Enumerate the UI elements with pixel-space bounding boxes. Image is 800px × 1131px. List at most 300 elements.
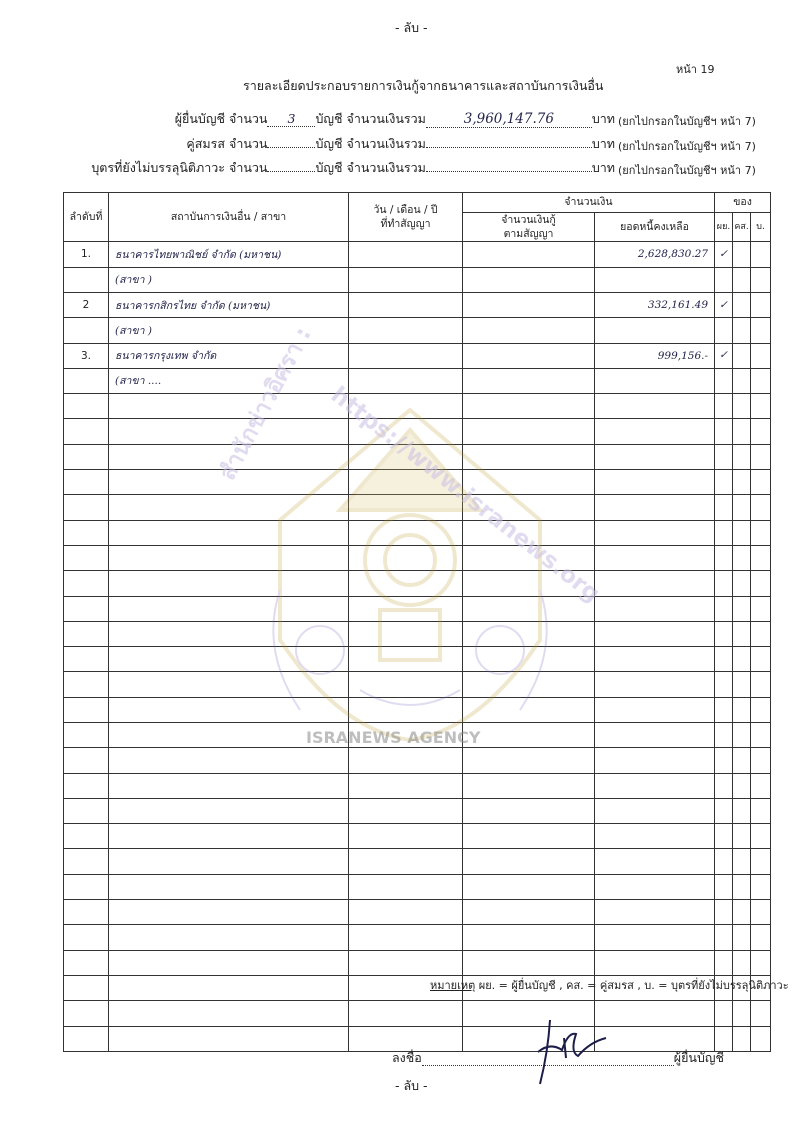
page-number: หน้า 19: [676, 63, 715, 76]
spouse-check-cell: [733, 773, 751, 798]
spouse-check-cell: [733, 545, 751, 570]
summary-note: (ยกไปกรอกในบัญชีฯ หน้า 7): [618, 164, 756, 177]
date-cell: [349, 672, 463, 697]
seq-cell: [64, 647, 109, 672]
balance-cell: 2,628,830.27: [595, 242, 715, 267]
seq-cell: [64, 849, 109, 874]
balance-cell: 999,156.-: [595, 343, 715, 368]
child-check-cell: [751, 368, 771, 393]
contract-amount-cell: [463, 798, 595, 823]
contract-amount-cell: [463, 242, 595, 267]
declarant-check-cell: [715, 849, 733, 874]
table-row: [64, 267, 771, 292]
declarant-check-cell: [715, 950, 733, 975]
declarant-check-cell: [715, 545, 733, 570]
spouse-check-cell: [733, 672, 751, 697]
date-cell: [349, 900, 463, 925]
seq-cell: [64, 495, 109, 520]
spouse-check-cell: [733, 621, 751, 646]
date-cell: [349, 419, 463, 444]
contract-amount-cell: [463, 900, 595, 925]
confidential-mark-top: - ลับ -: [395, 20, 428, 35]
balance-cell: [595, 849, 715, 874]
child-check-cell: [751, 925, 771, 950]
child-check-cell: [751, 520, 771, 545]
seq-cell: 3.: [64, 343, 109, 368]
seq-cell: [64, 672, 109, 697]
institution-cell: [109, 824, 349, 849]
spouse-check-cell: [733, 874, 751, 899]
institution-cell: [109, 697, 349, 722]
signature-label: ลงชื่อ: [392, 1050, 422, 1065]
declarant-check-cell: [715, 419, 733, 444]
table-row: [64, 495, 771, 520]
spouse-check-cell: [733, 900, 751, 925]
institution-cell: [109, 874, 349, 899]
baht-label: บาท: [591, 136, 616, 151]
table-row: [64, 596, 771, 621]
contract-amount-cell: [463, 722, 595, 747]
declarant-check-cell: [715, 318, 733, 343]
institution-cell: [109, 596, 349, 621]
institution-cell: (สาขา ): [109, 318, 349, 343]
spouse-check-cell: [733, 318, 751, 343]
institution-cell: [109, 495, 349, 520]
accounts-label: บัญชี จำนวนเงินรวม: [315, 136, 426, 151]
institution-cell: (สาขา ....: [109, 368, 349, 393]
institution-cell: [109, 900, 349, 925]
count-label: จำนวน: [229, 111, 268, 126]
child-check-cell: [751, 419, 771, 444]
contract-amount-cell: [463, 343, 595, 368]
seq-cell: [64, 267, 109, 292]
table-row: [64, 925, 771, 950]
institution-cell: [109, 748, 349, 773]
balance-cell: [595, 520, 715, 545]
child-check-cell: [751, 495, 771, 520]
balance-cell: [595, 394, 715, 419]
table-row: [64, 571, 771, 596]
seq-cell: [64, 621, 109, 646]
table-row: [64, 444, 771, 469]
spouse-check-cell: [733, 470, 751, 495]
declarant-check-cell: ✓: [715, 343, 733, 368]
declarant-check-cell: [715, 520, 733, 545]
institution-cell: [109, 1001, 349, 1026]
institution-cell: [109, 950, 349, 975]
declarant-check-cell: [715, 697, 733, 722]
declarant-check-cell: [715, 874, 733, 899]
contract-amount-cell: [463, 874, 595, 899]
institution-cell: [109, 520, 349, 545]
contract-amount-cell: [463, 621, 595, 646]
institution-cell: [109, 470, 349, 495]
accounts-label: บัญชี จำนวนเงินรวม: [315, 111, 426, 126]
declarant-check-cell: [715, 621, 733, 646]
declarant-check-cell: [715, 596, 733, 621]
spouse-check-cell: [733, 444, 751, 469]
institution-cell: (สาขา ): [109, 267, 349, 292]
child-check-cell: [751, 343, 771, 368]
seq-cell: [64, 1001, 109, 1026]
table-row: [64, 849, 771, 874]
contract-amount-cell: [463, 267, 595, 292]
spouse-check-cell: [733, 292, 751, 317]
date-cell: [349, 748, 463, 773]
child-check-cell: [751, 318, 771, 343]
contract-amount-cell: [463, 849, 595, 874]
footnote-text: ผย. = ผู้ยื่นบัญชี , คส. = คู่สมรส , บ. = บุตรที่ยังไม่บรรลุนิติภาวะ: [475, 979, 789, 992]
table-row: [64, 545, 771, 570]
table-row: [64, 242, 771, 267]
loan-table-body: [64, 242, 771, 1052]
seq-cell: [64, 394, 109, 419]
seq-cell: [64, 722, 109, 747]
balance-cell: [595, 267, 715, 292]
balance-cell: [595, 748, 715, 773]
balance-cell: [595, 900, 715, 925]
date-cell: [349, 267, 463, 292]
contract-header-line2: ตามสัญญา: [503, 228, 554, 241]
child-check-cell: [751, 773, 771, 798]
declarant-check-cell: [715, 748, 733, 773]
col-header-balance: ยอดหนี้คงเหลือ: [595, 213, 715, 242]
date-cell: [349, 925, 463, 950]
spouse-check-cell: [733, 748, 751, 773]
date-cell: [349, 722, 463, 747]
child-check-cell: [751, 444, 771, 469]
seq-cell: [64, 975, 109, 1000]
contract-amount-cell: [463, 520, 595, 545]
declarant-check-cell: [715, 925, 733, 950]
table-row: [64, 368, 771, 393]
institution-cell: ธนาคารกสิกรไทย จำกัด (มหาชน): [109, 292, 349, 317]
footnote: [430, 976, 789, 994]
seq-cell: [64, 773, 109, 798]
child-account-count: [267, 171, 315, 172]
declarant-check-cell: [715, 495, 733, 520]
table-row: [64, 292, 771, 317]
loan-table: [63, 192, 771, 1052]
institution-cell: [109, 925, 349, 950]
contract-amount-cell: [463, 545, 595, 570]
seq-cell: [64, 900, 109, 925]
institution-cell: [109, 773, 349, 798]
declarant-check-cell: ✓: [715, 242, 733, 267]
balance-cell: [595, 495, 715, 520]
institution-cell: [109, 722, 349, 747]
table-row: [64, 950, 771, 975]
count-label: จำนวน: [229, 136, 268, 151]
table-row: [64, 697, 771, 722]
signature-role: ผู้ยื่นบัญชี: [673, 1050, 725, 1065]
declarant-check-cell: [715, 267, 733, 292]
table-row: [64, 798, 771, 823]
table-row: [64, 900, 771, 925]
institution-cell: [109, 571, 349, 596]
table-row: [64, 672, 771, 697]
declarant-check-cell: [715, 647, 733, 672]
date-cell: [349, 545, 463, 570]
watermark-agency: ISRANEWS AGENCY: [306, 728, 481, 747]
table-row: [64, 722, 771, 747]
summary-declarant-label: ผู้ยื่นบัญชี: [174, 111, 225, 126]
date-cell: [349, 394, 463, 419]
table-row: [64, 748, 771, 773]
child-check-cell: [751, 672, 771, 697]
spouse-check-cell: [733, 1001, 751, 1026]
spouse-check-cell: [733, 571, 751, 596]
contract-amount-cell: [463, 292, 595, 317]
child-check-cell: [751, 242, 771, 267]
declarant-check-cell: [715, 900, 733, 925]
date-cell: [349, 950, 463, 975]
date-header-line2: ที่ทำสัญญา: [380, 218, 431, 231]
child-check-cell: [751, 292, 771, 317]
balance-cell: [595, 621, 715, 646]
date-cell: [349, 697, 463, 722]
date-cell: [349, 874, 463, 899]
declarant-check-cell: [715, 672, 733, 697]
date-cell: [349, 242, 463, 267]
baht-label: บาท: [591, 160, 616, 175]
child-check-cell: [751, 798, 771, 823]
spouse-check-cell: [733, 495, 751, 520]
seq-cell: [64, 748, 109, 773]
child-check-cell: [751, 697, 771, 722]
seq-cell: [64, 1026, 109, 1051]
contract-amount-cell: [463, 470, 595, 495]
baht-label: บาท: [591, 111, 616, 126]
balance-cell: [595, 571, 715, 596]
seq-cell: [64, 824, 109, 849]
spouse-check-cell: [733, 824, 751, 849]
institution-cell: [109, 394, 349, 419]
summary-spouse-label: คู่สมรส: [186, 136, 225, 151]
contract-amount-cell: [463, 647, 595, 672]
child-check-cell: [751, 267, 771, 292]
declarant-check-cell: [715, 798, 733, 823]
contract-header-line1: จำนวนเงินกู้: [501, 214, 556, 226]
spouse-account-count: [267, 147, 315, 148]
footnote-label: หมายเหตุ: [430, 979, 476, 992]
table-row: [64, 419, 771, 444]
spouse-check-cell: [733, 697, 751, 722]
contract-amount-cell: [463, 368, 595, 393]
balance-cell: [595, 1001, 715, 1026]
spouse-total-amount: [426, 147, 592, 148]
date-cell: [349, 495, 463, 520]
seq-cell: [64, 368, 109, 393]
table-row: [64, 318, 771, 343]
contract-amount-cell: [463, 697, 595, 722]
col-header-date: [349, 193, 463, 242]
declarant-check-cell: [715, 824, 733, 849]
seq-cell: [64, 571, 109, 596]
child-check-cell: [751, 470, 771, 495]
date-cell: [349, 621, 463, 646]
balance-cell: [595, 798, 715, 823]
date-cell: [349, 773, 463, 798]
count-label: จำนวน: [229, 160, 268, 175]
institution-cell: ธนาคารไทยพาณิชย์ จำกัด (มหาชน): [109, 242, 349, 267]
date-cell: [349, 292, 463, 317]
declarant-check-cell: [715, 773, 733, 798]
spouse-check-cell: [733, 267, 751, 292]
contract-amount-cell: [463, 748, 595, 773]
watermark-thai: สำนักข่าวอิศรา :: [214, 323, 317, 485]
col-header-amount-group: จำนวนเงิน: [463, 193, 715, 213]
balance-cell: [595, 647, 715, 672]
date-cell: [349, 470, 463, 495]
spouse-check-cell: [733, 849, 751, 874]
balance-cell: [595, 824, 715, 849]
declarant-check-cell: [715, 470, 733, 495]
date-cell: [349, 571, 463, 596]
declarant-check-cell: [715, 571, 733, 596]
table-row: [64, 647, 771, 672]
date-cell: [349, 824, 463, 849]
seq-cell: [64, 950, 109, 975]
declarant-check-cell: ✓: [715, 292, 733, 317]
contract-amount-cell: [463, 571, 595, 596]
spouse-check-cell: [733, 419, 751, 444]
child-check-cell: [751, 748, 771, 773]
declarant-total-amount: 3,960,147.76: [426, 111, 592, 128]
balance-cell: [595, 697, 715, 722]
institution-cell: [109, 798, 349, 823]
spouse-check-cell: [733, 647, 751, 672]
contract-amount-cell: [463, 394, 595, 419]
child-check-cell: [751, 874, 771, 899]
col-header-spouse: คส.: [733, 213, 751, 242]
child-check-cell: [751, 394, 771, 419]
declarant-check-cell: [715, 1001, 733, 1026]
balance-cell: [595, 773, 715, 798]
table-row: [64, 470, 771, 495]
summary-note: (ยกไปกรอกในบัญชีฯ หน้า 7): [618, 115, 756, 128]
spouse-check-cell: [733, 1026, 751, 1051]
balance-cell: [595, 672, 715, 697]
child-total-amount: [426, 171, 592, 172]
balance-cell: [595, 874, 715, 899]
child-check-cell: [751, 621, 771, 646]
seq-cell: [64, 925, 109, 950]
child-check-cell: [751, 545, 771, 570]
balance-cell: [595, 368, 715, 393]
page-title: รายละเอียดประกอบรายการเงินกู้จากธนาคารและสถาบันการเงินอื่น: [243, 78, 604, 93]
balance-cell: [595, 545, 715, 570]
balance-cell: [595, 470, 715, 495]
balance-cell: 332,161.49: [595, 292, 715, 317]
declarant-check-cell: [715, 368, 733, 393]
balance-cell: [595, 444, 715, 469]
date-cell: [349, 849, 463, 874]
declarant-account-count: 3: [267, 111, 315, 127]
handwritten-signature-icon: [520, 1012, 610, 1092]
institution-cell: ธนาคารกรุงเทพ จำกัด: [109, 343, 349, 368]
spouse-check-cell: [733, 520, 751, 545]
table-row: [64, 824, 771, 849]
date-cell: [349, 343, 463, 368]
child-check-cell: [751, 722, 771, 747]
col-header-declarant: ผย.: [715, 213, 733, 242]
declarant-check-cell: [715, 722, 733, 747]
balance-cell: [595, 596, 715, 621]
spouse-check-cell: [733, 798, 751, 823]
contract-amount-cell: [463, 318, 595, 343]
col-header-child: บ.: [751, 213, 771, 242]
child-check-cell: [751, 571, 771, 596]
institution-cell: [109, 647, 349, 672]
child-check-cell: [751, 950, 771, 975]
table-row: [64, 394, 771, 419]
declarant-check-cell: [715, 394, 733, 419]
child-check-cell: [751, 1001, 771, 1026]
contract-amount-cell: [463, 773, 595, 798]
institution-cell: [109, 1026, 349, 1051]
contract-amount-cell: [463, 672, 595, 697]
table-row: [64, 520, 771, 545]
table-row: [64, 343, 771, 368]
spouse-check-cell: [733, 368, 751, 393]
declarant-check-cell: [715, 444, 733, 469]
date-cell: [349, 318, 463, 343]
spouse-check-cell: [733, 950, 751, 975]
child-check-cell: [751, 849, 771, 874]
spouse-check-cell: [733, 925, 751, 950]
institution-cell: [109, 621, 349, 646]
summary-note: (ยกไปกรอกในบัญชีฯ หน้า 7): [618, 140, 756, 153]
contract-amount-cell: [463, 419, 595, 444]
date-header-line1: วัน / เดือน / ปี: [373, 204, 438, 216]
seq-cell: [64, 470, 109, 495]
table-row: [64, 621, 771, 646]
confidential-mark-bottom: - ลับ -: [395, 1078, 428, 1093]
balance-cell: [595, 925, 715, 950]
spouse-check-cell: [733, 394, 751, 419]
date-cell: [349, 520, 463, 545]
balance-cell: [595, 318, 715, 343]
contract-amount-cell: [463, 824, 595, 849]
date-cell: [349, 798, 463, 823]
contract-amount-cell: [463, 596, 595, 621]
institution-cell: [109, 444, 349, 469]
seq-cell: [64, 520, 109, 545]
institution-cell: [109, 975, 349, 1000]
seq-cell: [64, 697, 109, 722]
seq-cell: [64, 318, 109, 343]
accounts-label: บัญชี จำนวนเงินรวม: [315, 160, 426, 175]
col-header-institution: สถาบันการเงินอื่น / สาขา: [109, 193, 349, 242]
seq-cell: 2: [64, 292, 109, 317]
seq-cell: [64, 874, 109, 899]
contract-amount-cell: [463, 925, 595, 950]
watermark-url: https://www.isranews.org: [325, 382, 605, 608]
date-cell: [349, 647, 463, 672]
spouse-check-cell: [733, 242, 751, 267]
seq-cell: [64, 545, 109, 570]
date-cell: [349, 368, 463, 393]
spouse-check-cell: [733, 722, 751, 747]
date-cell: [349, 444, 463, 469]
table-row: [64, 773, 771, 798]
balance-cell: [595, 950, 715, 975]
contract-amount-cell: [463, 950, 595, 975]
date-cell: [349, 596, 463, 621]
contract-amount-cell: [463, 444, 595, 469]
institution-cell: [109, 849, 349, 874]
